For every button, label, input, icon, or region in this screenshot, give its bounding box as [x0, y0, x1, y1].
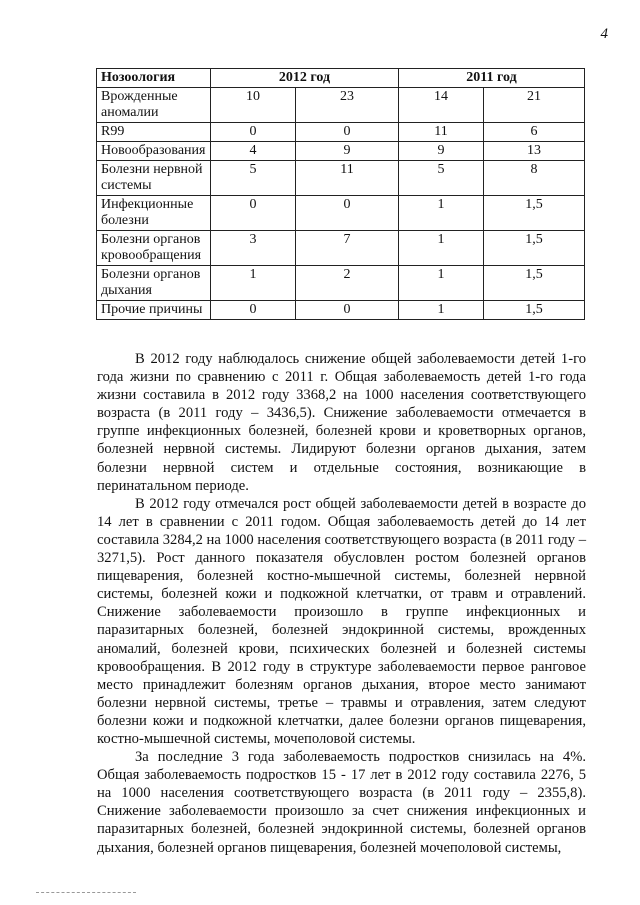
cell-2012-a: 3	[211, 231, 296, 266]
cell-2011-b: 1,5	[484, 196, 585, 231]
row-name: Инфекционные болезни	[97, 196, 211, 231]
cell-2012-a: 0	[211, 123, 296, 142]
cell-2011-b: 21	[484, 88, 585, 123]
cell-2012-b: 0	[296, 301, 399, 320]
table-row	[97, 142, 585, 161]
cell-2012-b: 7	[296, 231, 399, 266]
table-row	[97, 123, 585, 142]
paragraph-infants: В 2012 году наблюдалось снижение общей заболеваемости детей 1-го года жизни по сравнению с 2011 г. Общая заболеваемость детей 1-го года жизни составила в 2012 году 3368,2 на 1000 населения соответствующего возраста (в 2011 году – 3436,5). Снижение заболеваемости отмечается в группе инфекционных болезней, болезней крови и кроветворных органов, болезней нервной системы. Лидируют болезни органов дыхания, затем болезни нервной систем и отдельные состояния, возникающие в перинатальном периоде.	[97, 351, 586, 494]
cell-2011-b: 1,5	[484, 266, 585, 301]
cell-2012-b: 11	[296, 161, 399, 196]
cell-2011-a: 1	[399, 266, 484, 301]
row-name: Болезни органов дыхания	[97, 266, 211, 301]
footer-divider	[36, 892, 136, 893]
paragraph-adolescents: За последние 3 года заболеваемость подростков снизилась на 4%. Общая заболеваемость подростков 15 - 17 лет в 2012 году составила 2276, 5 на 1000 населения соответствующего возраста (в 2011 году – 2355,8). Снижение заболеваемости произошло за счет снижения инфекционных и паразитарных болезней, болезней эндокринной системы, болезней органов дыхания, болезней органов пищеварения, болезней мочеполовой системы,	[97, 749, 586, 856]
cell-2012-b: 9	[296, 142, 399, 161]
cell-2011-a: 14	[399, 88, 484, 123]
cell-2012-a: 0	[211, 301, 296, 320]
cell-2012-b: 2	[296, 266, 399, 301]
row-name: Врожденные аномалии	[97, 88, 211, 123]
cell-2011-b: 13	[484, 142, 585, 161]
header-nosology: Нозоология	[97, 69, 211, 88]
table-row	[97, 301, 585, 320]
header-year-2011: 2011 год	[399, 69, 585, 88]
table-row	[97, 231, 585, 266]
cell-2011-a: 1	[399, 196, 484, 231]
cell-2011-b: 6	[484, 123, 585, 142]
page-number: 4	[600, 26, 608, 42]
cell-2012-a: 0	[211, 196, 296, 231]
header-year-2012: 2012 год	[211, 69, 399, 88]
body-text	[97, 350, 586, 857]
cell-2012-b: 23	[296, 88, 399, 123]
cell-2011-a: 5	[399, 161, 484, 196]
cell-2011-b: 1,5	[484, 301, 585, 320]
row-name: Прочие причины	[97, 301, 211, 320]
row-name: Болезни нервной системы	[97, 161, 211, 196]
table-row	[97, 266, 585, 301]
cell-2011-a: 9	[399, 142, 484, 161]
cell-2011-a: 1	[399, 301, 484, 320]
morbidity-table	[96, 68, 585, 320]
cell-2012-a: 5	[211, 161, 296, 196]
cell-2011-b: 1,5	[484, 231, 585, 266]
table-row	[97, 196, 585, 231]
paragraph-children-under-14: В 2012 году отмечался рост общей заболеваемости детей в возрасте до 14 лет в сравнении с 2011 годом. Общая заболеваемость детей до 14 лет составила 3284,2 на 1000 населения соответствующего возраста (в 2011 году – 3271,5). Рост данного показателя обусловлен ростом болезней органов пищеварения, болезней костно-мышечной системы, болезней нервной системы, болезней кожи и подкожной клетчатки, от травм и отравлений. Снижение заболеваемости произошло в группе инфекционных и паразитарных болезней, болезней эндокринной системы, врожденных аномалий, болезней крови, психических болезней и болезней системы кровообращения. В 2012 году в структуре заболеваемости первое ранговое место принадлежит болезням органов дыхания, второе место занимают болезни нервной системы, третье – травмы и отравления, затем следуют болезни кожи и подкожной клетчатки, далее болезни органов пищеварения, костно-мышечной системы, мочеполовой системы.	[97, 495, 586, 747]
cell-2011-a: 11	[399, 123, 484, 142]
row-name: Новообразования	[97, 142, 211, 161]
table-row	[97, 88, 585, 123]
cell-2011-b: 8	[484, 161, 585, 196]
table-header-row	[97, 69, 585, 88]
cell-2012-a: 4	[211, 142, 296, 161]
row-name: Болезни органов кровообращения	[97, 231, 211, 266]
cell-2011-a: 1	[399, 231, 484, 266]
cell-2012-a: 1	[211, 266, 296, 301]
cell-2012-a: 10	[211, 88, 296, 123]
cell-2012-b: 0	[296, 196, 399, 231]
table-row	[97, 161, 585, 196]
cell-2012-b: 0	[296, 123, 399, 142]
row-name: R99	[97, 123, 211, 142]
